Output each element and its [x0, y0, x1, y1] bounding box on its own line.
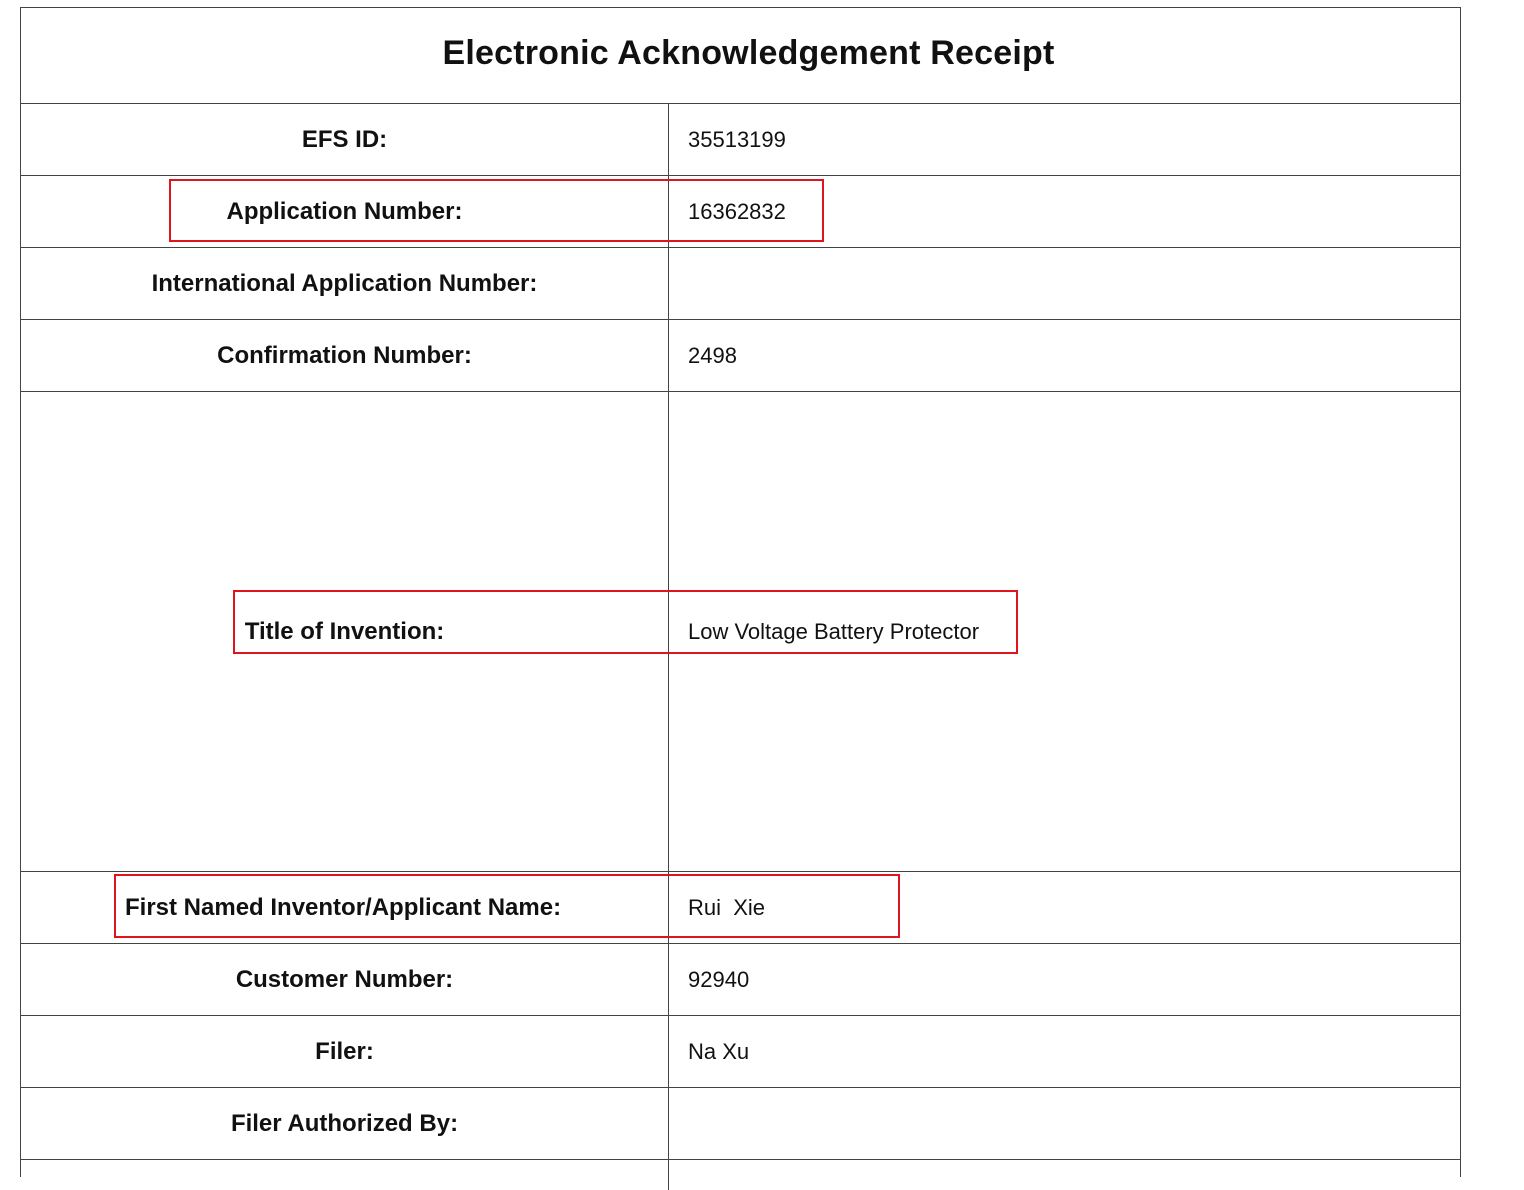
application-number-value: 16362832: [688, 198, 786, 224]
confirmation-number-label: Confirmation Number:: [21, 320, 669, 391]
customer-number-label: Customer Number:: [21, 944, 669, 1015]
acknowledgement-receipt-table: [20, 7, 1461, 1177]
efs-id-label: EFS ID:: [21, 104, 669, 175]
international-application-number-label: International Application Number:: [21, 248, 669, 319]
title-of-invention-label: Title of Invention:: [21, 392, 669, 871]
first-named-inventor-label: First Named Inventor/Applicant Name:: [21, 872, 669, 943]
row-confirmation-number: [21, 320, 1460, 392]
row-filer: [21, 1016, 1460, 1088]
receipt-header: [21, 8, 1460, 104]
row-efs-id: [21, 104, 1460, 176]
application-number-label: Application Number:: [21, 176, 669, 247]
filer-authorized-by-label: Filer Authorized By:: [21, 1088, 669, 1159]
filer-label: Filer:: [21, 1016, 669, 1087]
receipt-title: Electronic Acknowledgement Receipt: [442, 34, 1055, 72]
row-first-named-inventor: [21, 872, 1460, 944]
row-application-number: [21, 176, 1460, 248]
efs-id-value: 35513199: [688, 126, 786, 152]
confirmation-number-value: 2498: [688, 342, 737, 368]
row-international-application-number: [21, 248, 1460, 320]
customer-number-value: 92940: [688, 966, 750, 992]
filer-authorized-by-value: [688, 1088, 1460, 1159]
continuation-label-cell: [21, 1160, 669, 1190]
title-of-invention-value: Low Voltage Battery Protector: [688, 618, 980, 644]
filer-value: Na Xu: [688, 1038, 750, 1064]
international-application-number-value: [688, 248, 1460, 319]
row-title-of-invention: [21, 392, 1460, 872]
row-continuation: [21, 1160, 1460, 1190]
first-named-inventor-value: Rui Xie: [688, 894, 766, 920]
row-customer-number: [21, 944, 1460, 1016]
row-filer-authorized-by: [21, 1088, 1460, 1160]
